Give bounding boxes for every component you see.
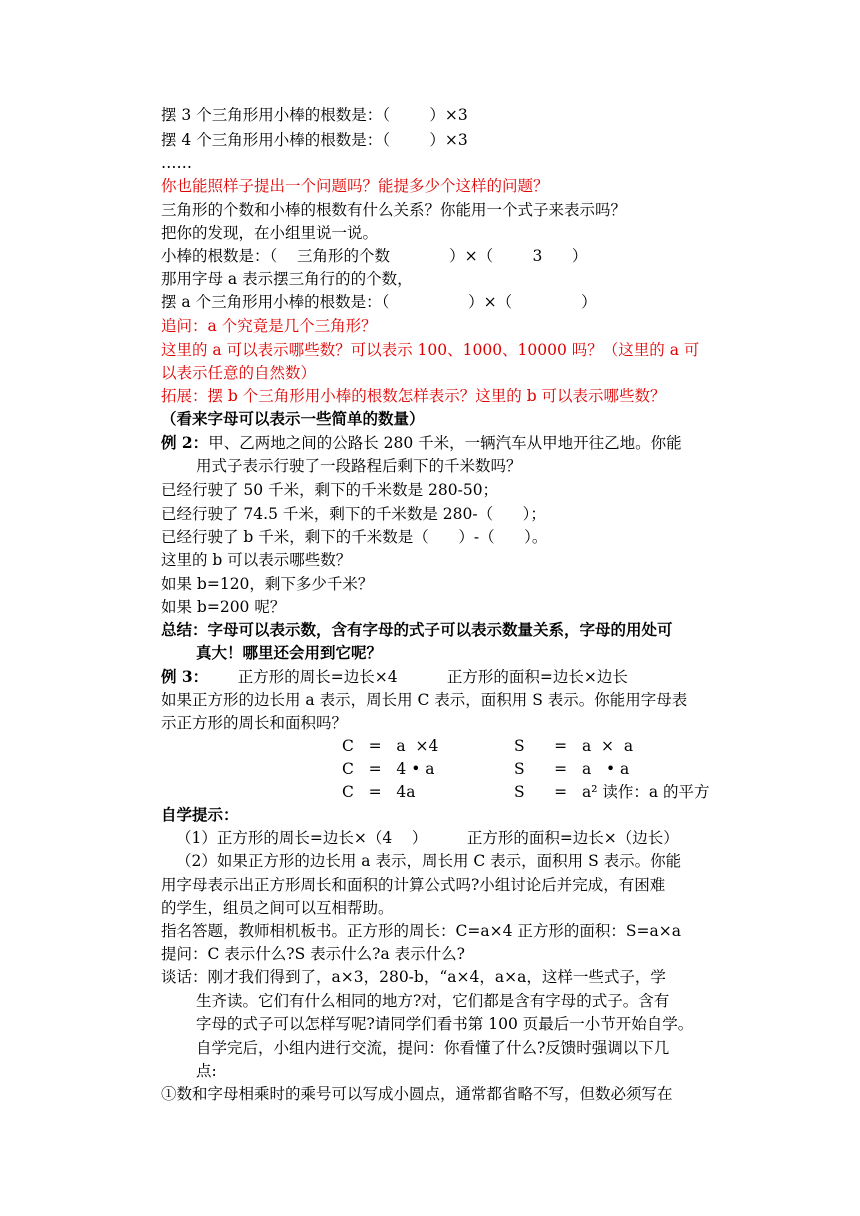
summary-line: 真大！哪里还会用到它呢？: [196, 643, 383, 662]
example-2-heading: 例 2：甲、乙两地之间的公路长 280 千米，一辆汽车从甲地开往乙地。你能: [161, 433, 682, 452]
red-text-line: 这里的 a 可以表示哪些数？可以表示 100、1000、10000 吗？（这里的 a 可: [161, 341, 700, 359]
extension-prompt: 拓展：摆 b 个三角形用小棒的根数怎样表示？这里的 b 可以表示哪些数？: [161, 387, 666, 405]
text-line: 那用字母 a 表示摆三角行的的个数，: [161, 270, 413, 288]
math-formula: S = a • a: [514, 760, 630, 778]
math-formula: C = 4 • a: [342, 760, 435, 778]
text-line: 把你的发现，在小组里说一说。: [161, 224, 379, 242]
text-line: 的学生，组员之间可以互相帮助。: [161, 899, 394, 917]
text-line: 用式子表示行驶了一段路程后剩下的千米数吗？: [196, 457, 522, 475]
bold-note: （看来字母可以表示一些简单的数量）: [161, 409, 425, 428]
text-line: 生齐读。它们有什么相同的地方?对，它们都是含有字母的式子。含有: [196, 992, 670, 1010]
text-line: 如果 b=120，剩下多少千米？: [161, 575, 374, 593]
text-line: 已经行驶了 50 千米，剩下的千米数是 280-50；: [161, 481, 499, 499]
text-line: ①数和字母相乘时的乘号可以写成小圆点，通常都省略不写，但数必须写在: [161, 1085, 673, 1103]
math-formula: S = a × a: [514, 737, 634, 755]
text-line: （2）如果正方形的边长用 a 表示，周长用 C 表示，面积用 S 表示。你能: [176, 852, 682, 870]
text-line: 三角形的个数和小棒的根数有什么关系？你能用一个式子来表示吗？: [161, 201, 627, 219]
summary-heading: 总结：字母可以表示数，含有字母的式子可以表示数量关系，字母的用处可: [161, 620, 673, 639]
text-line: 如果正方形的边长用 a 表示，周长用 C 表示，面积用 S 表示。你能用字母表: [161, 691, 688, 709]
red-text-line: 以表示任意的自然数）: [161, 364, 317, 382]
text-line: 示正方形的周长和面积吗？: [161, 714, 348, 732]
text-line: 如果 b=200 呢？: [161, 598, 286, 616]
text-line: （1）正方形的周长=边长×（4 ） 正方形的面积=边长×（边长）: [176, 829, 679, 847]
ellipsis-line: ……: [161, 154, 192, 172]
text-line: 摆 4 个三角形用小棒的根数是：（ ）×3: [161, 131, 468, 149]
text-line: 点:: [196, 1062, 217, 1080]
math-formula: S = a² 读作：a 的平方: [514, 783, 710, 801]
text-line: 小棒的根数是：（ 三角形的个数 ）×（ 3 ）: [161, 247, 588, 265]
followup-question: 追问：a 个究竟是几个三角形？: [161, 317, 377, 335]
example-3-heading: 例 3： 正方形的周长=边长×4 正方形的面积=边长×边长: [161, 667, 628, 686]
math-formula: C = a ×4: [342, 737, 439, 755]
text-line: 谈话：刚才我们得到了，a×3，280-b，“a×4，a×a，这样一些式子，学: [161, 968, 666, 986]
text-line: 用字母表示出正方形周长和面积的计算公式吗?小组讨论后并完成，有困难: [161, 876, 666, 894]
text-line: 提问：C 表示什么?S 表示什么?a 表示什么?: [161, 945, 465, 963]
text-line: 这里的 b 可以表示哪些数？: [161, 551, 352, 569]
text-line: 摆 3 个三角形用小棒的根数是：（ ）×3: [161, 106, 468, 124]
text-line: 自学完后，小组内进行交流，提问：你看懂了什么?反馈时强调以下几: [196, 1039, 670, 1057]
text-line: 指名答题，教师相机板书。正方形的周长：C=a×4 正方形的面积：S=a×a: [161, 922, 681, 940]
text-line: 已经行驶了 b 千米，剩下的千米数是（ ）-（ ）。: [161, 528, 548, 546]
text-line: 字母的式子可以怎样写呢?请同学们看书第 100 页最后一小节开始自学。: [196, 1015, 694, 1033]
text-line: 已经行驶了 74.5 千米，剩下的千米数是 280-（ ）；: [161, 505, 546, 523]
question-prompt: 你也能照样子提出一个问题吗？能提多少个这样的问题？: [161, 177, 549, 195]
self-study-heading: 自学提示：: [161, 805, 239, 824]
math-formula: C = 4a: [342, 783, 416, 801]
text-line: 摆 a 个三角形用小棒的根数是：（ ）×（ ）: [161, 293, 597, 311]
